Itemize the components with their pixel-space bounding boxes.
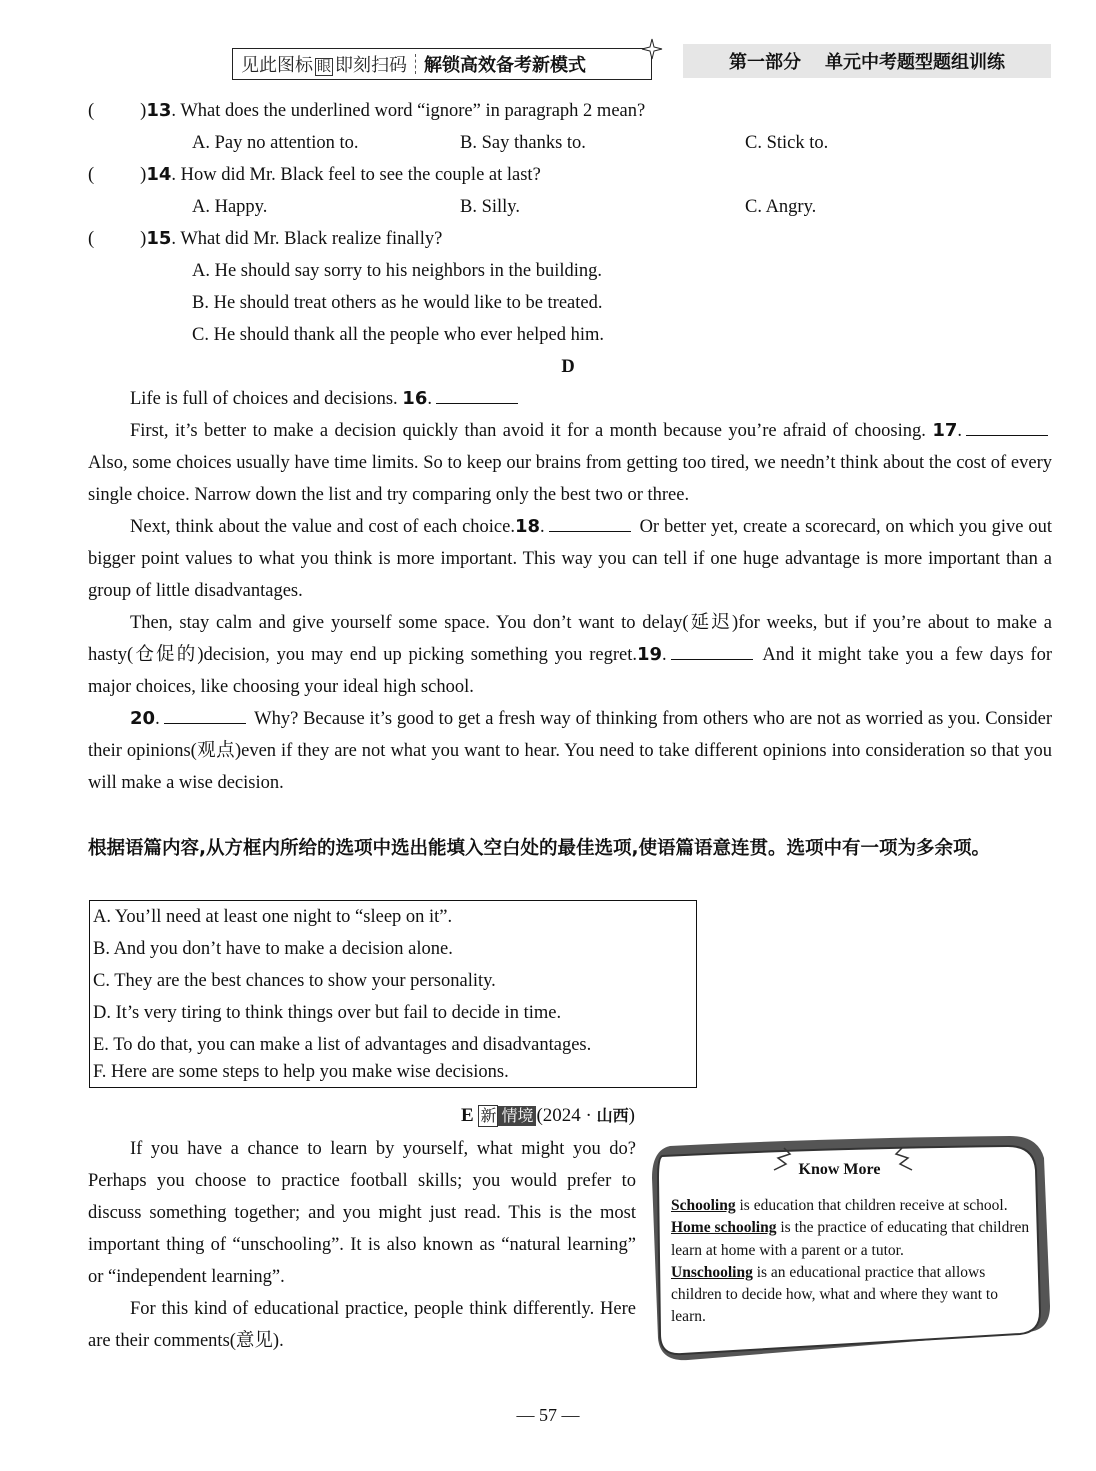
question-15: ( )15. What did Mr. Black realize finally? [88, 228, 443, 249]
q13-option-b: B. Say thanks to. [460, 133, 586, 153]
option-f: F. Here are some steps to help you make wise decisions. [93, 1062, 509, 1082]
section-e-title: E 新 情境 (2024 · 山西) [461, 1105, 635, 1126]
blank-17[interactable] [966, 417, 1048, 436]
header-part: 第一部分 [729, 52, 801, 73]
option-b: B. And you don’t have to make a decision alone. [93, 939, 453, 959]
q13-option-c: C. Stick to. [745, 133, 829, 153]
know-more-title: Know More [798, 1161, 881, 1178]
e-paragraph-1: If you have a chance to learn by yourself, what might you do? Perhaps you choose to practice football skills; you would prefer to discuss something together; and you might just read. This is the most important thing of “unschooling”. It is also known as “natural learning” or “independent learning”. [88, 1139, 636, 1287]
eye-icon: 眼 [317, 59, 331, 75]
option-c: C. They are the best chances to show your personality. [93, 971, 496, 991]
passage-paragraph-2: First, it’s better to make a decision quickly than avoid it for a month because you’re afraid of choosing. 17. Also, some choices usually have time limits. So to keep our brains from getting too tired, we needn’t think about the cost of every single choice. Narrow down the list and try comparing only the best two or three. [88, 415, 1052, 511]
section-d-passage [88, 383, 1052, 799]
blank-16[interactable] [436, 385, 518, 404]
option-e: E. To do that, you can make a list of advantages and disadvantages. [93, 1035, 592, 1055]
option-a: A. You’ll need at least one night to “sleep on it”. [93, 907, 453, 927]
q15-option-a: A. He should say sorry to his neighbors in the building. [192, 261, 603, 281]
passage-paragraph-4: Then, stay calm and give yourself some space. You don’t want to delay(延迟)for weeks, but if you’re about to make a hasty(仓促的)decision, you may end up picking something you regret.19. And it might take you a few days for major choices, like choosing your ideal high school. [88, 613, 1052, 697]
q14-option-a: A. Happy. [192, 197, 268, 217]
header-section-title [683, 44, 1051, 78]
passage-paragraph-3: Next, think about the value and cost of each choice.18. Or better yet, create a scorecard, on which you give out bigger point values to what you think is more important. This way you can tell if one huge advantage is more important than a group of little disadvantages. [88, 511, 1052, 607]
know-more-text: Schooling is education that children receive at school. Home schooling is the practice of educating that children learn at home with a parent or a tutor. Unschooling is an educational practice that allows children to decide how, what and where they want to learn. [671, 1197, 1030, 1326]
question-14: ( )14. How did Mr. Black feel to see the couple at last? [88, 164, 541, 185]
context-tag: 情境 [498, 1106, 536, 1126]
header-slogan: 解锁高效备考新模式 [424, 55, 586, 76]
sparkle-icon [641, 38, 663, 60]
option-d: D. It’s very tiring to think things over but fail to decide in time. [93, 1003, 562, 1023]
instruction-text: 根据语篇内容,从方框内所给的选项中选出能填入空白处的最佳选项,使语篇语意连贯。选项中有一项为多余项。 [88, 838, 991, 859]
q15-option-c: C. He should thank all the people who ever helped him. [192, 325, 605, 345]
section-e-passage [88, 1133, 636, 1357]
blank-19[interactable] [671, 641, 753, 660]
blank-20[interactable] [164, 705, 246, 724]
q14-option-c: C. Angry. [745, 197, 817, 217]
page-number: — 57 — [516, 1405, 580, 1425]
passage-paragraph-5: 20. Why? Because it’s good to get a fresh way of thinking from others who are not as worried as you. Consider their opinions(观点)even if they are not what you want to hear. You need to take different opinions into consideration so that you will make a wise decision. [88, 703, 1052, 799]
header-scan-text: 见此图标 眼 即刻扫码 [241, 55, 407, 76]
header-title: 单元中考题型题组训练 [825, 52, 1005, 73]
q13-option-a: A. Pay no attention to. [192, 133, 359, 153]
header-scan-banner [232, 48, 652, 80]
q14-option-b: B. Silly. [460, 197, 520, 217]
q15-option-b: B. He should treat others as he would like to be treated. [192, 293, 603, 313]
options-box [89, 900, 697, 1088]
passage-paragraph-1: Life is full of choices and decisions. 16. [88, 383, 1052, 415]
question-13: ( )13. What does the underlined word “ignore” in paragraph 2 mean? [88, 100, 646, 121]
new-tag: 新 [480, 1106, 497, 1125]
e-paragraph-2: For this kind of educational practice, people think differently. Here are their comments(意见). [88, 1299, 636, 1351]
section-d-title: D [561, 357, 575, 377]
blank-18[interactable] [549, 513, 631, 532]
